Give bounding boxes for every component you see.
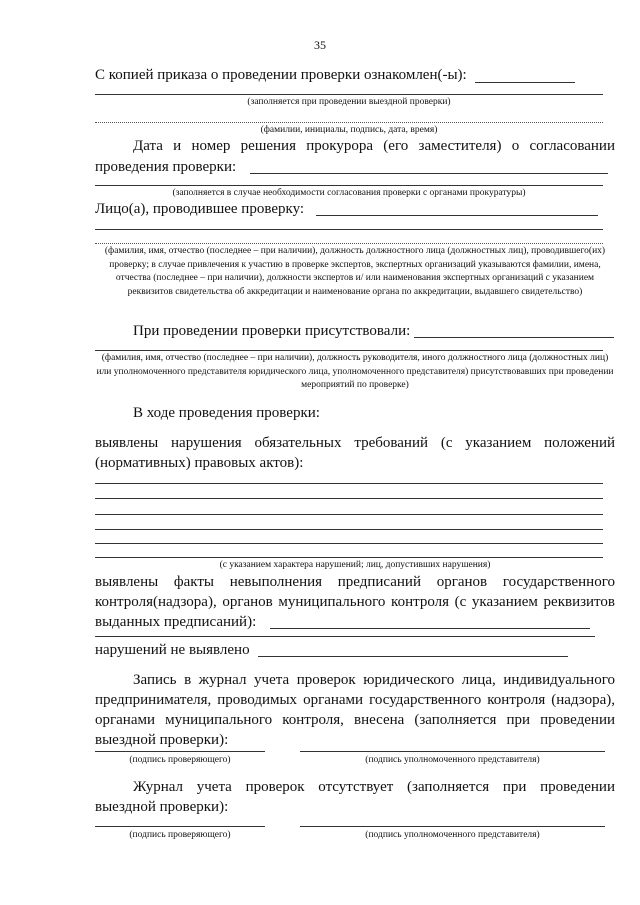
inspector-field[interactable] — [316, 215, 598, 216]
prosecutor-text-2: проведения проверки: — [95, 159, 237, 175]
journal-entry-sign-inspector-line[interactable] — [95, 751, 265, 752]
violations-line-2[interactable] — [95, 498, 603, 499]
journal-absent-sign-inspector-line[interactable] — [95, 826, 265, 827]
nonfulfillment-last: выданных предписаний): — [95, 614, 257, 630]
journal-absent-sig-rep: (подпись уполномоченного представителя) — [365, 830, 540, 840]
violations-text: выявлены нарушения обязательных требований (с указанием положений (нормативных) правовых актов): — [95, 435, 615, 471]
no-violations-field[interactable] — [258, 656, 568, 657]
present-note: (фамилия, имя, отчество (последнее – при наличии), должность руководителя, иного должностного лица (должностных лиц) или уполномоченного представителя юридического лица, уполномоченного представителя) присутствовавших при проведении мероприятий по проверке) — [96, 353, 614, 390]
page-number: 35 — [314, 38, 326, 52]
copy-order-note-2: (фамилии, инициалы, подпись, дата, время) — [260, 125, 438, 135]
violations-line-3[interactable] — [95, 514, 603, 515]
journal-entry-sign-rep-line[interactable] — [300, 751, 605, 752]
inspector-line[interactable] — [95, 229, 603, 230]
copy-order-line-2[interactable] — [95, 122, 603, 123]
present-field[interactable] — [414, 337, 614, 338]
nonfulfillment-text: выявлены факты невыполнения предписаний органов государственного контроля(надзора), органов муниципального контроля (с указанием реквизитов — [95, 574, 615, 610]
copy-order-field[interactable] — [475, 82, 575, 83]
nonfulfillment-line[interactable] — [95, 636, 595, 637]
prosecutor-field[interactable] — [250, 173, 608, 174]
no-violations-label: нарушений не выявлено — [95, 642, 250, 658]
nonfulfillment-field[interactable] — [270, 628, 590, 629]
inspector-note: (фамилия, имя, отчество (последнее – при наличии), должность должностного лица (должностных лиц), проводившего(их) проверку; в случае привлечения к участию в проверке экспертов, экспертных организаций указываются фамилии, имена, отчества (последнее – при наличии), должности экспертов и/ или наименования экспертных организаций с указанием реквизитов свидетельства об аккредитации и наименование органа по аккредитации, выдавшего свидетельство) — [104, 246, 606, 297]
inspector-label: Лицо(а), проводившее проверку: — [95, 201, 305, 217]
violations-line-4[interactable] — [95, 529, 603, 530]
copy-order-line[interactable] — [95, 94, 603, 95]
during-label: В ходе проведения проверки: — [133, 405, 320, 421]
copy-order-label: С копией приказа о проведении проверки ознакомлен(-ы): — [95, 67, 467, 83]
violations-line-1[interactable] — [95, 483, 603, 484]
prosecutor-line[interactable] — [95, 185, 603, 186]
journal-entry-text: Запись в журнал учета проверок юридического лица, индивидуального предпринимателя, проводимых органами государственного контроля (надзора), органами муниципального контроля, внесена (заполняется при проведении выездной проверки): — [95, 672, 615, 748]
present-line[interactable] — [95, 350, 603, 351]
journal-absent-sig-inspector: (подпись проверяющего) — [129, 830, 231, 840]
journal-absent-text: Журнал учета проверок отсутствует (заполняется при проведении выездной проверки): — [95, 779, 615, 815]
present-label: При проведении проверки присутствовали: — [133, 323, 411, 339]
journal-entry-sig-inspector: (подпись проверяющего) — [129, 755, 231, 765]
prosecutor-text: Дата и номер решения прокурора (его заместителя) о согласовании — [133, 138, 615, 154]
journal-entry-sig-rep: (подпись уполномоченного представителя) — [365, 755, 540, 765]
journal-absent-sign-rep-line[interactable] — [300, 826, 605, 827]
violations-line-5[interactable] — [95, 543, 603, 544]
copy-order-note: (заполняется при проведении выездной проверки) — [247, 97, 451, 107]
violations-note: (с указанием характера нарушений; лиц, допустивших нарушения) — [219, 560, 491, 570]
prosecutor-note: (заполняется в случае необходимости согласования проверки с органами прокуратуры) — [172, 188, 526, 198]
violations-line-6[interactable] — [95, 557, 603, 558]
inspector-line-2[interactable] — [95, 243, 603, 244]
